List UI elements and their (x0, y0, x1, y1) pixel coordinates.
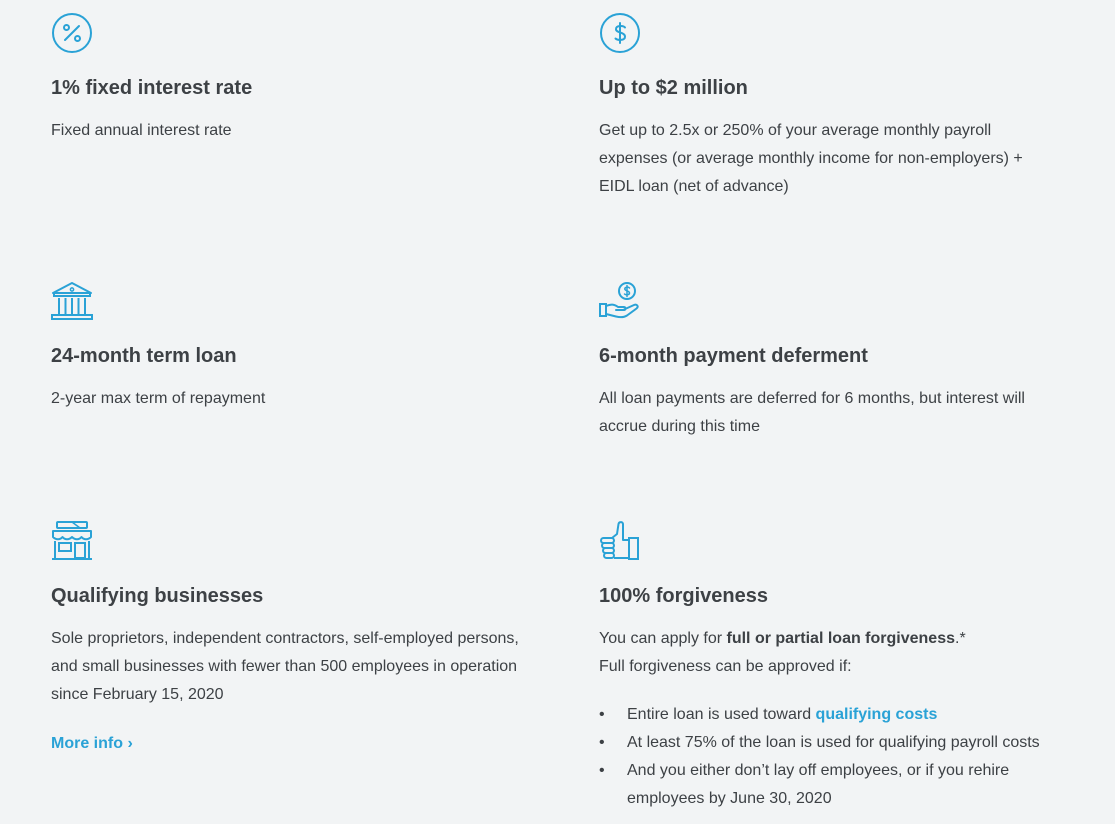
bullet-marker: • (599, 762, 605, 779)
forgiveness-conditions-list (599, 701, 1069, 813)
qualifying-costs-link[interactable]: qualifying costs (815, 706, 938, 723)
list-item (599, 701, 1069, 729)
feature-term-loan (51, 280, 521, 430)
feature-loan-amount (599, 12, 1069, 212)
feature-description: Sole proprietors, independent contractors, self-employed persons, and small businesses with fewer than 500 employees in operation since February 15, 2020 (51, 630, 519, 703)
bullet-marker: • (599, 706, 605, 723)
feature-payment-deferment (599, 280, 1069, 450)
more-info-link[interactable]: More info › (51, 735, 133, 752)
thumbs-up-icon (599, 520, 641, 562)
forgiveness-intro-line2: Full forgiveness can be approved if: (599, 658, 852, 675)
forgiveness-intro-prefix: You can apply for (599, 630, 727, 647)
feature-loan-forgiveness (599, 520, 1069, 820)
forgiveness-intro-suffix: .* (955, 630, 966, 647)
bullet-text: Entire loan is used toward (627, 706, 816, 723)
list-item (599, 729, 1069, 757)
feature-title: Qualifying businesses (51, 585, 264, 607)
feature-title: 24-month term loan (51, 345, 237, 367)
hand-coin-icon (599, 280, 641, 322)
feature-title: Up to $2 million (599, 77, 748, 99)
bullet-text: And you either don’t lay off employees, or if you rehire employees by June 30, 2020 (627, 762, 1010, 807)
bullet-text: At least 75% of the loan is used for qualifying payroll costs (627, 734, 1040, 751)
feature-qualifying-businesses (51, 520, 521, 770)
feature-description: 2-year max term of repayment (51, 390, 266, 407)
feature-description: All loan payments are deferred for 6 months, but interest will accrue during this time (599, 390, 1025, 435)
feature-title: 6-month payment deferment (599, 345, 868, 367)
feature-title: 100% forgiveness (599, 585, 768, 607)
feature-description: Get up to 2.5x or 250% of your average monthly payroll expenses (or average monthly income for non-employers) + EIDL loan (net of advance) (599, 122, 1023, 195)
storefront-icon (51, 520, 93, 562)
feature-description (599, 625, 1069, 681)
feature-description: Fixed annual interest rate (51, 122, 232, 139)
forgiveness-intro-bold: full or partial loan forgiveness (726, 630, 955, 647)
bullet-marker: • (599, 734, 605, 751)
dollar-icon (599, 12, 641, 54)
feature-title: 1% fixed interest rate (51, 77, 253, 99)
bank-icon (51, 280, 93, 322)
percent-icon (51, 12, 93, 54)
feature-interest-rate (51, 12, 521, 162)
list-item (599, 757, 1069, 813)
